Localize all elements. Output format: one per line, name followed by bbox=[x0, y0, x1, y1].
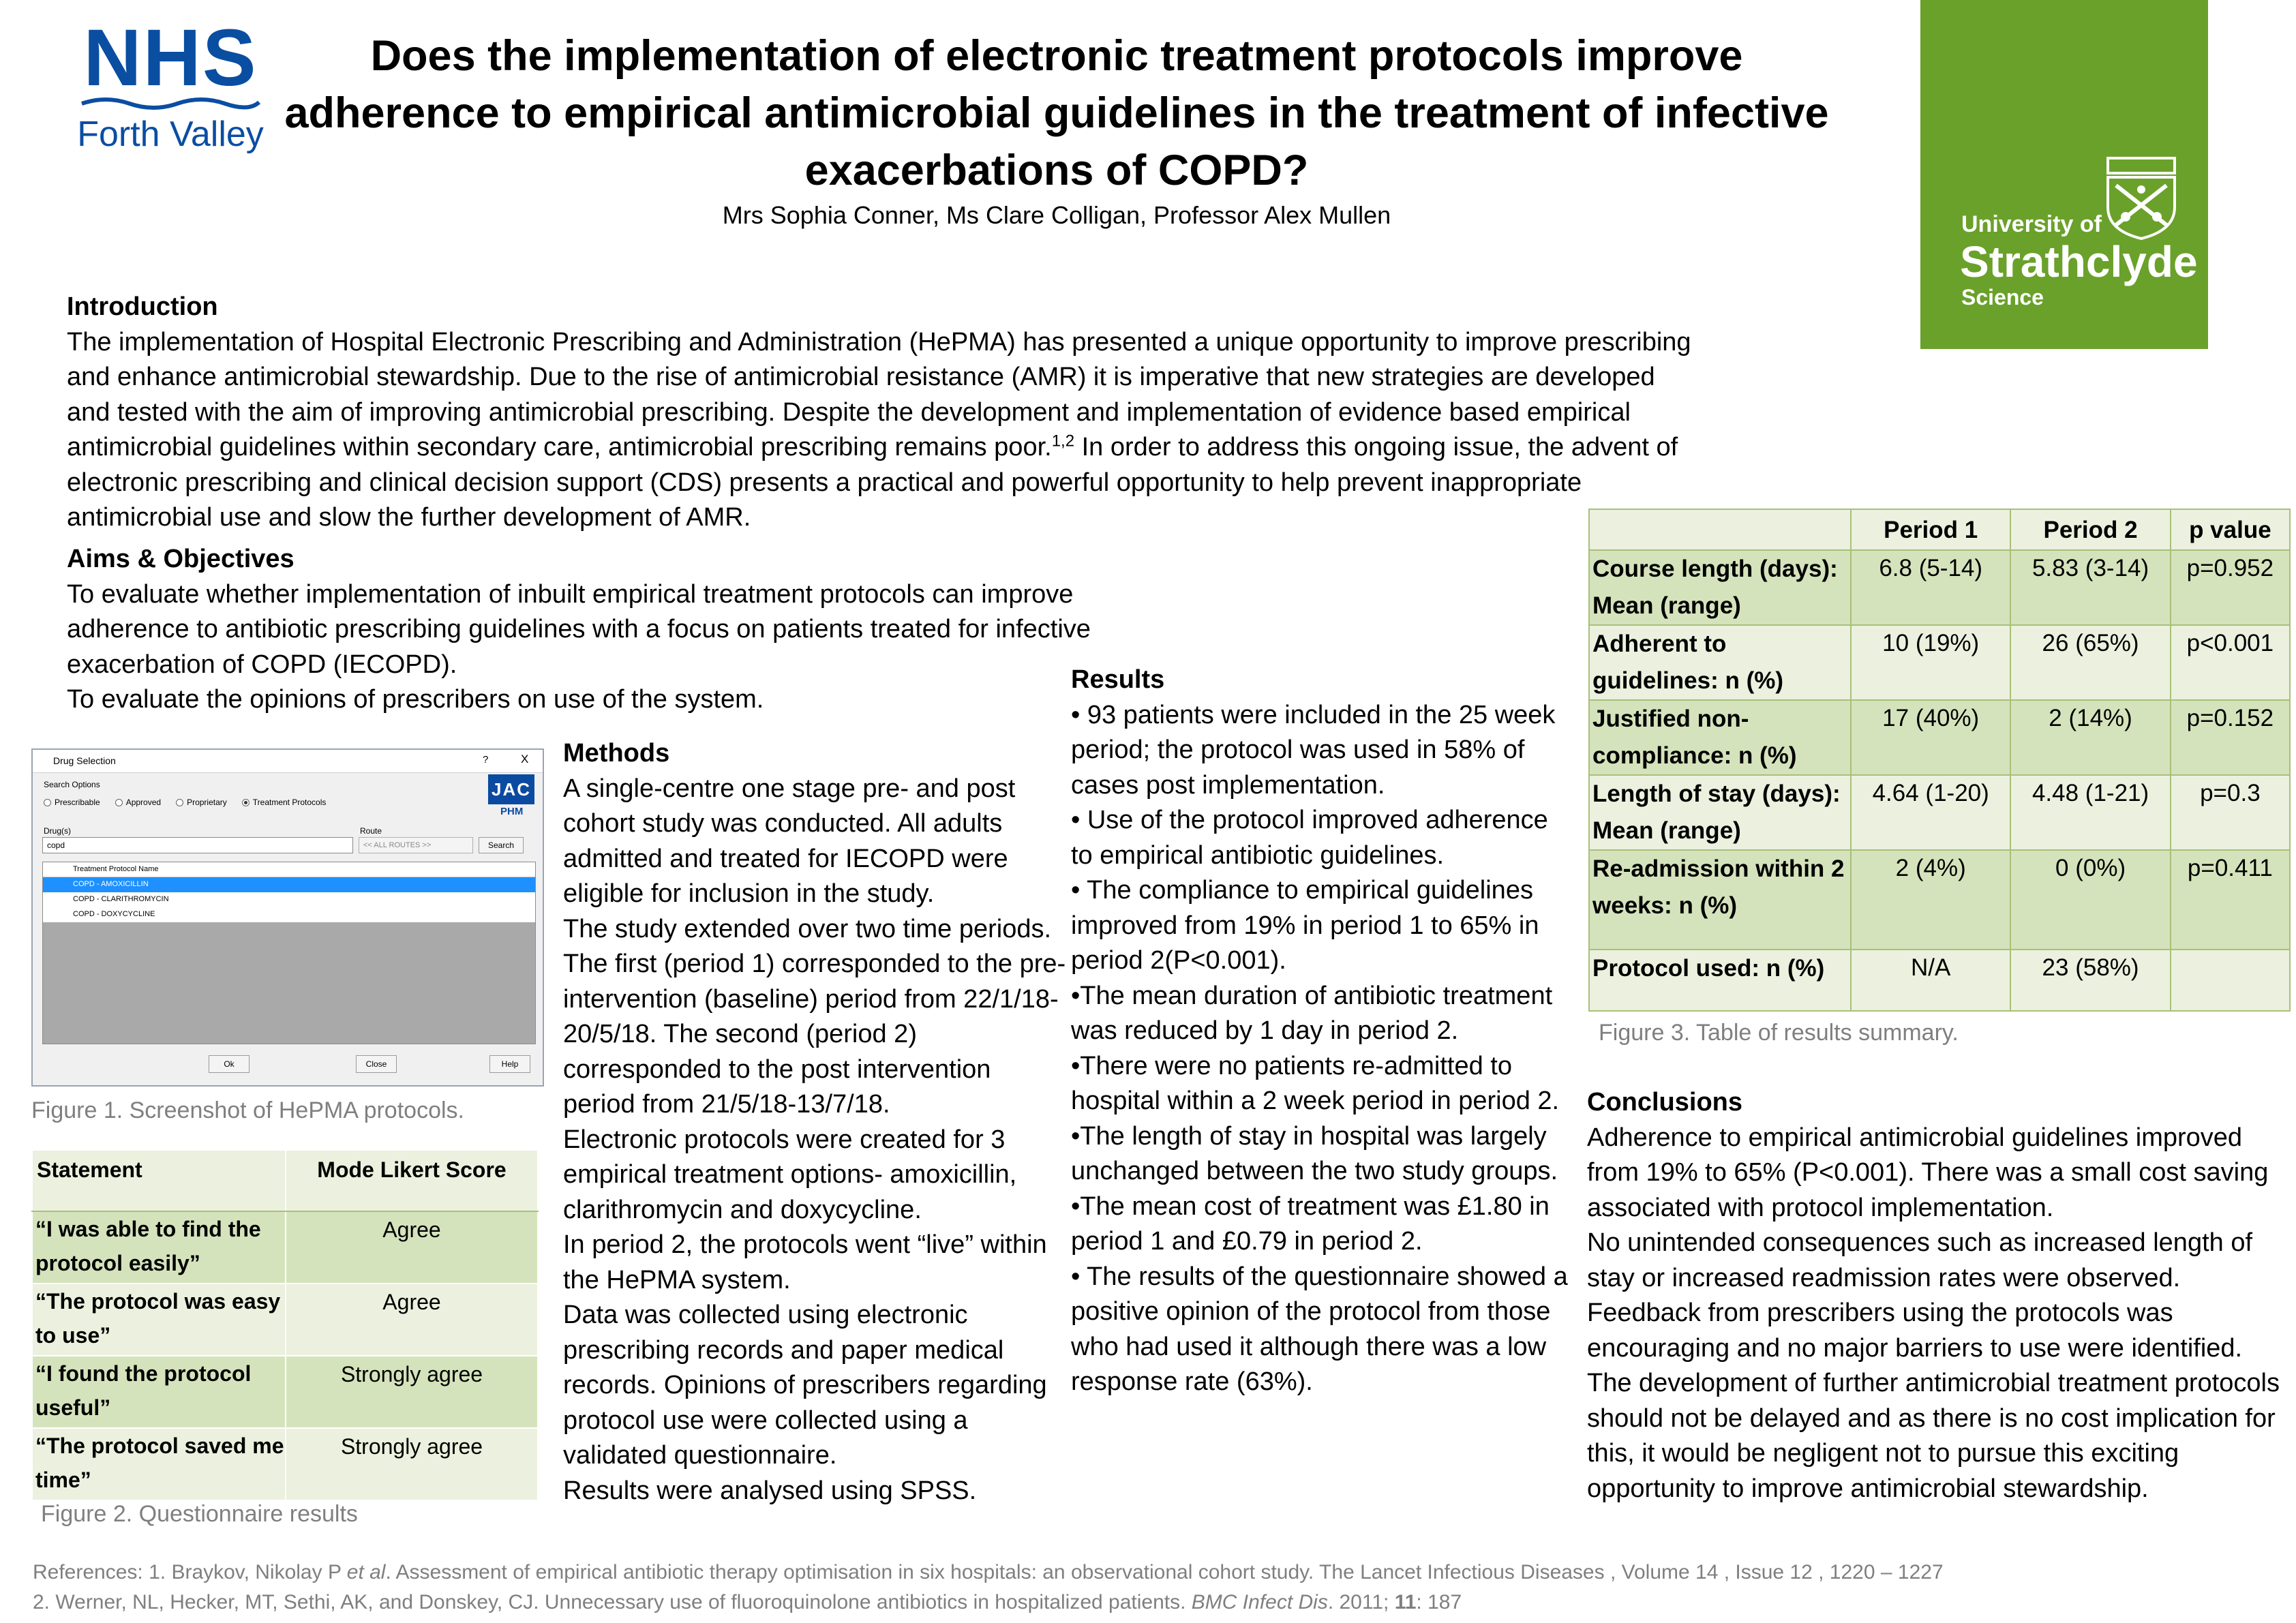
period1-cell: N/A bbox=[1851, 950, 2010, 1011]
methods-paragraph: A single-centre one stage pre- and post cohort study was conducted. All adults admitted and treated for IECOPD were eligible for inclusion in the study. bbox=[563, 774, 1016, 908]
route-select[interactable]: << ALL ROUTES >> bbox=[359, 837, 473, 853]
table-row bbox=[32, 1428, 538, 1500]
period2-cell: 23 (58%) bbox=[2010, 950, 2170, 1011]
protocol-list[interactable] bbox=[42, 862, 536, 1044]
table-header: Mode Likert Score bbox=[286, 1150, 538, 1211]
statement-cell: “I found the protocol useful” bbox=[32, 1356, 286, 1428]
jac-logo: JAC bbox=[488, 774, 534, 804]
nhs-wave-icon bbox=[75, 95, 266, 110]
table-row bbox=[32, 1211, 538, 1284]
pvalue-cell: p=0.952 bbox=[2171, 550, 2290, 625]
table-header: Period 1 bbox=[1851, 509, 2010, 550]
table-row bbox=[1589, 550, 2290, 625]
period1-cell: 4.64 (1-20) bbox=[1851, 775, 2010, 850]
aims-paragraph: To evaluate the opinions of prescribers on use of the system. bbox=[67, 685, 764, 714]
pvalue-cell: p=0.152 bbox=[2171, 700, 2290, 775]
window-titlebar bbox=[33, 750, 543, 773]
row-label: Re-admission within 2 weeks: n (%) bbox=[1589, 850, 1851, 950]
route-label: Route bbox=[360, 826, 382, 836]
figure3-caption: Figure 3. Table of results summary. bbox=[1599, 1020, 1959, 1046]
row-label: Length of stay (days): Mean (range) bbox=[1589, 775, 1851, 850]
results-bullet: • The results of the questionnaire showed a positive opinion of the protocol from those who had used it although there was a low response rate (63%). bbox=[1071, 1262, 1568, 1396]
period1-cell: 10 (19%) bbox=[1851, 625, 2010, 700]
introduction-text bbox=[67, 325, 1703, 536]
search-button[interactable]: Search bbox=[479, 837, 524, 853]
statement-cell: “I was able to find the protocol easily” bbox=[32, 1211, 286, 1284]
close-icon[interactable]: X bbox=[521, 753, 529, 765]
introduction-text-a: The implementation of Hospital Electronic Prescribing and Administration (HePMA) has presented a unique opportunity to improve prescribing and enhance antimicrobial stewardship. Due to the rise of antimicrobial resistance (AMR) it is imperative that new strategies are developed and tested with the aim of improving antimicrobial prescribing. Despite the development and implementation of evidence based empirical antimicrobial guidelines within secondary care, antimicrobial prescribing remains poor. bbox=[67, 327, 1691, 461]
row-label: Protocol used: n (%) bbox=[1589, 950, 1851, 1011]
table-row bbox=[1589, 775, 2290, 850]
nhs-logo-org: Forth Valley bbox=[77, 115, 264, 154]
results-bullet: • Use of the protocol improved adherence to empirical antibiotic guidelines. bbox=[1071, 806, 1548, 870]
conclusions-paragraph: Feedback from prescribers using the protocols was encouraging and no major barriers to use were identified. bbox=[1587, 1299, 2243, 1363]
pvalue-cell: p=0.411 bbox=[2171, 850, 2290, 950]
results-heading: Results bbox=[1071, 665, 1165, 694]
drug-input[interactable]: copd bbox=[42, 837, 353, 853]
strathclyde-label: Strathclyde bbox=[1960, 237, 2198, 286]
table-row bbox=[32, 1356, 538, 1428]
aims-heading: Aims & Objectives bbox=[67, 545, 294, 573]
radio-prescribable[interactable]: Prescribable bbox=[44, 798, 100, 807]
pvalue-cell: p=0.3 bbox=[2171, 775, 2290, 850]
table-header bbox=[1589, 509, 1851, 550]
results-bullet: • The compliance to empirical guidelines improved from 19% in period 1 to 65% in period 2(P<0.001). bbox=[1071, 876, 1539, 975]
pvalue-cell bbox=[2171, 950, 2290, 1011]
list-item[interactable]: COPD - AMOXICILLIN bbox=[43, 877, 535, 892]
protocol-list-header: Treatment Protocol Name bbox=[43, 862, 535, 877]
phm-label: PHM bbox=[500, 806, 524, 817]
introduction-citation: 1,2 bbox=[1051, 431, 1075, 451]
table-header: p value bbox=[2171, 509, 2290, 550]
period2-cell: 5.83 (3-14) bbox=[2010, 550, 2170, 625]
period2-cell: 2 (14%) bbox=[2010, 700, 2170, 775]
score-cell: Strongly agree bbox=[286, 1356, 538, 1428]
strathclyde-logo bbox=[1920, 0, 2208, 349]
conclusions-section bbox=[1587, 1085, 2296, 1506]
row-label: Justified non-compliance: n (%) bbox=[1589, 700, 1851, 775]
period2-cell: 26 (65%) bbox=[2010, 625, 2170, 700]
period1-cell: 6.8 (5-14) bbox=[1851, 550, 2010, 625]
search-options-radios bbox=[44, 798, 326, 807]
period2-cell: 0 (0%) bbox=[2010, 850, 2170, 950]
poster-authors: Mrs Sophia Conner, Ms Clare Colligan, Professor Alex Mullen bbox=[722, 201, 1391, 229]
list-item[interactable]: COPD - DOXYCYCLINE bbox=[43, 907, 535, 922]
radio-treatment-protocols[interactable]: Treatment Protocols bbox=[242, 798, 327, 807]
drug-label: Drug(s) bbox=[44, 826, 72, 836]
table-row bbox=[32, 1284, 538, 1356]
nhs-logo-word: NHS bbox=[83, 13, 258, 103]
reference-1: References: 1. Braykov, Nikolay P et al. Assessment of empirical antibiotic therapy optimisation in six hospitals: an observational cohort study. The Lancet Infectious Diseases , Volume 14 , Issue 12 , 1220 – 1227 bbox=[33, 1561, 1944, 1583]
introduction-heading: Introduction bbox=[67, 292, 218, 321]
reference-2: 2. Werner, NL, Hecker, MT, Sethi, AK, and Donskey, CJ. Unnecessary use of fluoroquinolone antibiotics in hospitalized patients. BMC Infect Dis. 2011; 11: 187 bbox=[33, 1591, 1462, 1613]
conclusions-paragraph: The development of further antimicrobial treatment protocols should not be delayed and as there is no cost implication for this, it would be negligent not to pursue this exciting opportunity to improve antimicrobial stewardship. bbox=[1587, 1369, 2280, 1503]
results-bullet: •The mean duration of antibiotic treatment was reduced by 1 day in period 2. bbox=[1071, 981, 1553, 1045]
university-crest-icon bbox=[2101, 154, 2181, 241]
score-cell: Agree bbox=[286, 1284, 538, 1356]
table-row bbox=[1589, 850, 2290, 950]
methods-paragraph: The study extended over two time periods. The first (period 1) corresponded to the pre-intervention (baseline) period from 22/1/18-20/5/18. The second (period 2) corresponded to the post intervention period from 21/5/18-13/7/18. bbox=[563, 914, 1066, 1119]
period2-cell: 4.48 (1-21) bbox=[2010, 775, 2170, 850]
table-header: Statement bbox=[32, 1150, 286, 1211]
table-row bbox=[1589, 700, 2290, 775]
conclusions-paragraph: Adherence to empirical antimicrobial guidelines improved from 19% to 65% (P<0.001). There was a small cost saving associated with protocol implementation. bbox=[1587, 1123, 2269, 1222]
close-button[interactable]: Close bbox=[356, 1055, 397, 1073]
methods-section bbox=[563, 736, 1068, 1508]
window-title: Drug Selection bbox=[53, 755, 116, 766]
methods-paragraph: Results were analysed using SPSS. bbox=[563, 1476, 977, 1505]
figure2-caption: Figure 2. Questionnaire results bbox=[41, 1501, 358, 1527]
conclusions-heading: Conclusions bbox=[1587, 1088, 1743, 1117]
introduction-text-b: In order to address this ongoing issue, the advent of electronic prescribing and clinical decision support (CDS) presents a practical and powerful opportunity to help prevent inappropriate antimicrobial use and slow the further development of AMR. bbox=[67, 433, 1678, 532]
poster-title: Does the implementation of electronic treatment protocols improve adherence to empirical antimicrobial guidelines in the treatment of infective exacerbations of COPD? bbox=[284, 32, 1829, 194]
table-header: Period 2 bbox=[2010, 509, 2170, 550]
results-bullet: •The mean cost of treatment was £1.80 in period 1 and £0.79 in period 2. bbox=[1071, 1192, 1550, 1256]
row-label: Course length (days): Mean (range) bbox=[1589, 550, 1851, 625]
university-of-label: University of bbox=[1961, 211, 2102, 237]
ok-button[interactable]: Ok bbox=[209, 1055, 250, 1073]
aims-paragraph: To evaluate whether implementation of inbuilt empirical treatment protocols can improve adherence to antibiotic prescribing guidelines with a focus on patients treated for infective exacerbation of COPD (IECOPD). bbox=[67, 579, 1091, 679]
methods-heading: Methods bbox=[563, 739, 670, 768]
results-bullet: • 93 patients were included in the 25 week period; the protocol was used in 58% of cases post implementation. bbox=[1071, 700, 1556, 800]
row-label: Adherent to guidelines: n (%) bbox=[1589, 625, 1851, 700]
methods-paragraph: Electronic protocols were created for 3 empirical treatment options- amoxicillin, clarithromycin and doxycycline. bbox=[563, 1125, 1017, 1224]
references bbox=[33, 1558, 2282, 1618]
methods-paragraph: In period 2, the protocols went “live” within the HePMA system. bbox=[563, 1230, 1047, 1294]
table-row bbox=[1589, 625, 2290, 700]
nhs-forth-valley-logo bbox=[75, 13, 266, 154]
period1-cell: 17 (40%) bbox=[1851, 700, 2010, 775]
pvalue-cell: p<0.001 bbox=[2171, 625, 2290, 700]
aims-section bbox=[67, 542, 1137, 718]
figure1-caption: Figure 1. Screenshot of HePMA protocols. bbox=[31, 1097, 464, 1123]
score-cell: Agree bbox=[286, 1211, 538, 1284]
statement-cell: “The protocol saved me time” bbox=[32, 1428, 286, 1500]
questionnaire-table bbox=[31, 1149, 539, 1501]
score-cell: Strongly agree bbox=[286, 1428, 538, 1500]
conclusions-paragraph: No unintended consequences such as increased length of stay or increased readmission rates were observed. bbox=[1587, 1228, 2253, 1292]
statement-cell: “The protocol was easy to use” bbox=[32, 1284, 286, 1356]
hepma-screenshot bbox=[31, 748, 544, 1087]
science-label: Science bbox=[1961, 285, 2044, 309]
list-item[interactable]: COPD - CLARITHROMYCIN bbox=[43, 892, 535, 907]
results-section bbox=[1071, 663, 1575, 1400]
help-icon[interactable]: ? bbox=[483, 754, 489, 765]
radio-proprietary[interactable]: Proprietary bbox=[176, 798, 227, 807]
results-summary-table bbox=[1588, 509, 2291, 1012]
methods-paragraph: Data was collected using electronic prescribing records and paper medical records. Opinions of prescribers regarding protocol use were collected using a validated questionnaire. bbox=[563, 1301, 1047, 1470]
table-row bbox=[1589, 950, 2290, 1011]
results-bullet: •There were no patients re-admitted to hospital within a 2 week period in period 2. bbox=[1071, 1051, 1560, 1115]
introduction-section bbox=[67, 290, 1703, 536]
search-options-label: Search Options bbox=[44, 780, 100, 789]
help-button[interactable]: Help bbox=[489, 1055, 530, 1073]
radio-approved[interactable]: Approved bbox=[115, 798, 161, 807]
period1-cell: 2 (4%) bbox=[1851, 850, 2010, 950]
results-bullet: •The length of stay in hospital was largely unchanged between the two study groups. bbox=[1071, 1121, 1558, 1185]
